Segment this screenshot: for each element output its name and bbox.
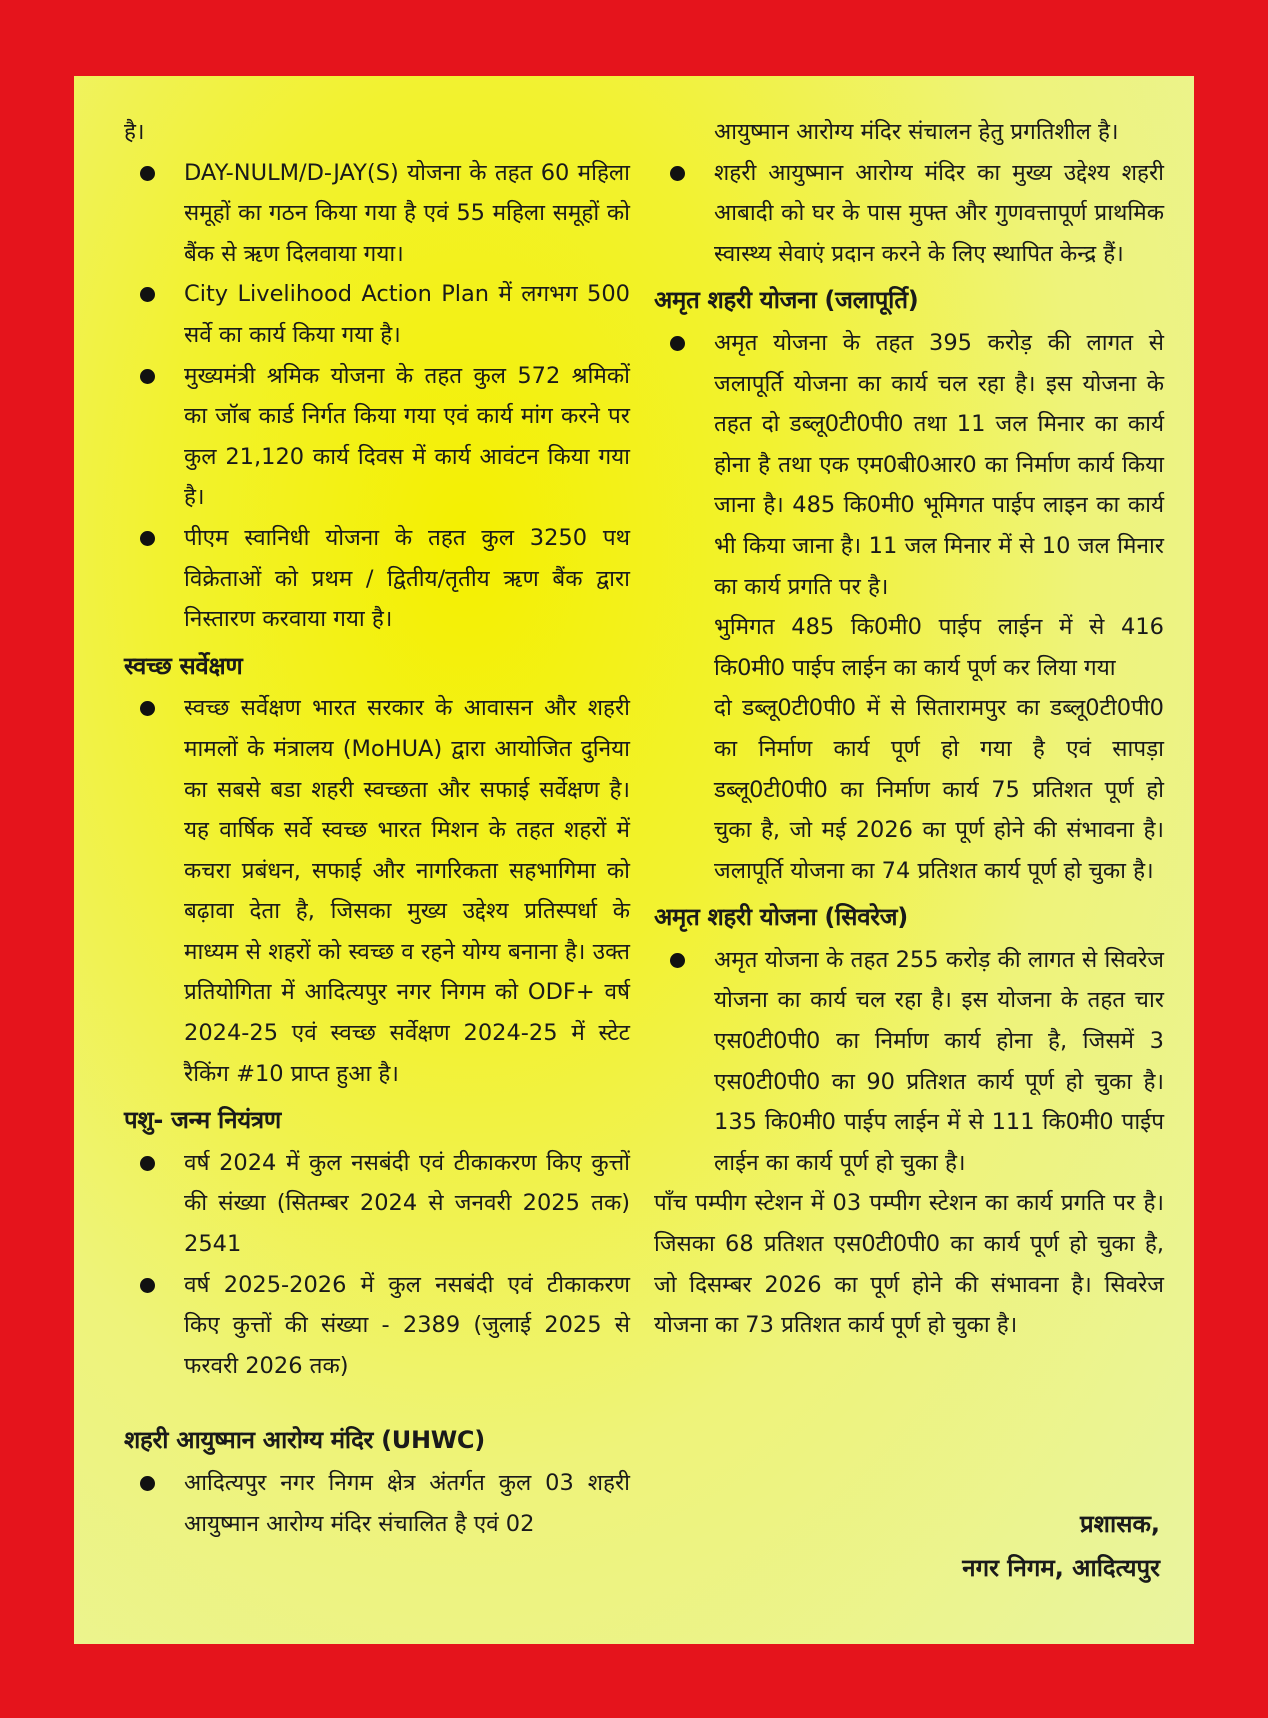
sewer-progress-text: पाँच पम्पीग स्टेशन में 03 पम्पीग स्टेशन का कार्य प्रगति पर है। जिसका 68 प्रतिशत एस0टी0पी0 का कार्य पूर्ण हो चुका है, जो दिसम्बर 2026 का पूर्ण होने की संभावना है। सिवरेज योजना का 73 प्रतिशत कार्य पूर्ण हो चुका है। xyxy=(654,1190,1164,1339)
document-panel xyxy=(74,76,1194,1644)
section-heading-water: अमृत शहरी योजना (जलापूर्ति) xyxy=(654,286,919,315)
bullet-icon xyxy=(670,953,685,968)
water-wtp-text: दो डब्लू0टी0पी0 में से सितारामपुर का डब्लू0टी0पी0 का निर्माण कार्य पूर्ण हो गया है एवं सापड़ा डब्लू0टी0पी0 का निर्माण कार्य 75 प्रतिशत पूर्ण हो चुका है, जो मई 2026 का पूर्ण होने की संभावना है। जलापूर्ति योजना का 74 प्रतिशत कार्य पूर्ण हो चुका है। xyxy=(714,695,1164,884)
bullet-icon xyxy=(140,1156,155,1171)
section-heading-sewer: अमृत शहरी योजना (सिवरेज) xyxy=(654,903,908,932)
list-item: शहरी आयुष्मान आरोग्य मंदिर का मुख्य उद्देश्य शहरी आबादी को घर के पास मुफ्त और गुणवत्तापूर्ण प्राथमिक स्वास्थ्य सेवाएं प्रदान करने के लिए स्थापित केन्द्र हैं। xyxy=(654,153,1164,275)
bullet-icon xyxy=(670,166,685,181)
bullet-icon xyxy=(140,531,155,546)
signature-office: नगर निगम, आदित्यपुर xyxy=(962,1554,1160,1582)
section-heading-uhwc: शहरी आयुष्मान आरोग्य मंदिर (UHWC) xyxy=(124,1426,485,1455)
signature-title: प्रशासक, xyxy=(1080,1510,1160,1538)
list-item: आदित्यपुर नगर निगम क्षेत्र अंतर्गत कुल 03 शहरी आयुष्मान आरोग्य मंदिर संचालित है एवं 02 xyxy=(124,1463,630,1544)
section-heading-pashu: पशु- जन्म नियंत्रण xyxy=(124,1106,281,1135)
intro-text: है। xyxy=(124,119,145,145)
list-item: वर्ष 2024 में कुल नसबंदी एवं टीकाकरण किए कुत्तों की संख्या (सितम्बर 2024 से जनवरी 2025 तक) 2541 xyxy=(124,1143,630,1265)
list-item: DAY-NULM/D-JAY(S) योजना के तहत 60 महिला समूहों का गठन किया गया है एवं 55 महिला समूहों को बैंक से ऋण दिलवाया गया। xyxy=(124,153,630,275)
section-heading-swachh: स्वच्छ सर्वेक्षण xyxy=(124,651,243,680)
bullet-icon xyxy=(140,166,155,181)
bullet-icon xyxy=(140,701,155,716)
list-item: पीएम स्वानिधी योजना के तहत कुल 3250 पथ विक्रेताओं को प्रथम / द्वितीय/तृतीय ऋण बैंक द्वारा निस्तारण करवाया गया है। xyxy=(124,518,630,640)
bullet-icon xyxy=(670,336,685,351)
bullet-icon xyxy=(140,369,155,384)
bullet-icon xyxy=(140,1278,155,1293)
list-item: अमृत योजना के तहत 255 करोड़ की लागत से सिवरेज योजना का कार्य चल रहा है। इस योजना के तहत चार एस0टी0पी0 का निर्माण कार्य होना है, जिसमें 3 एस0टी0पी0 का 90 प्रतिशत कार्य पूर्ण हो चुका है। 135 कि0मी0 पाईप लाईन में से 111 कि0मी0 पाईप लाईन का कार्य पूर्ण हो चुका है। xyxy=(654,940,1164,1184)
uhwc-continued-text: आयुष्मान आरोग्य मंदिर संचालन हेतु प्रगतिशील है। xyxy=(714,119,1119,145)
left-column xyxy=(124,112,630,1544)
signature-block xyxy=(962,1502,1160,1590)
bullet-icon xyxy=(140,287,155,302)
bullet-icon xyxy=(140,1476,155,1491)
list-item: वर्ष 2025-2026 में कुल नसबंदी एवं टीकाकरण किए कुत्तों की संख्या - 2389 (जुलाई 2025 से फरवरी 2026 तक) xyxy=(124,1265,630,1387)
list-item: स्वच्छ सर्वेक्षण भारत सरकार के आवासन और शहरी मामलों के मंत्रालय (MoHUA) द्वारा आयोजित दुनिया का सबसे बडा शहरी स्वच्छता और सफाई सर्वेक्षण है। यह वार्षिक सर्वे स्वच्छ भारत मिशन के तहत शहरों में कचरा प्रबंधन, सफाई और नागरिकता सहभागिमा को बढ़ावा देता है, जिसका मुख्य उद्देश्य प्रतिस्पर्धा के माध्यम से शहरों को स्वच्छ व रहने योग्य बनाना है। उक्त प्रतियोगिता में आदित्यपुर नगर निगम को ODF+ वर्ष 2024-25 एवं स्वच्छ सर्वेक्षण 2024-25 में स्टेट रैकिंग #10 प्राप्त हुआ है। xyxy=(124,688,630,1094)
list-item: मुख्यमंत्री श्रमिक योजना के तहत कुल 572 श्रमिकों का जॉब कार्ड निर्गत किया गया एवं कार्य मांग करने पर कुल 21,120 कार्य दिवस में कार्य आवंटन किया गया है। xyxy=(124,356,630,518)
water-progress-text: भुमिगत 485 कि0मी0 पाईप लाईन में से 416 कि0मी0 पाईप लाईन का कार्य पूर्ण कर लिया गया xyxy=(714,614,1164,681)
list-item: अमृत योजना के तहत 395 करोड़ की लागत से जलापूर्ति योजना का कार्य चल रहा है। इस योजना के तहत दो डब्लू0टी0पी0 तथा 11 जल मिनार का कार्य होना है तथा एक एम0बी0आर0 का निर्माण कार्य किया जाना है। 485 कि0मी0 भूमिगत पाईप लाइन का कार्य भी किया जाना है। 11 जल मिनार में से 10 जल मिनार का कार्य प्रगति पर है। xyxy=(654,323,1164,607)
right-column xyxy=(654,112,1164,1346)
list-item: City Livelihood Action Plan में लगभग 500 सर्वे का कार्य किया गया है। xyxy=(124,274,630,355)
